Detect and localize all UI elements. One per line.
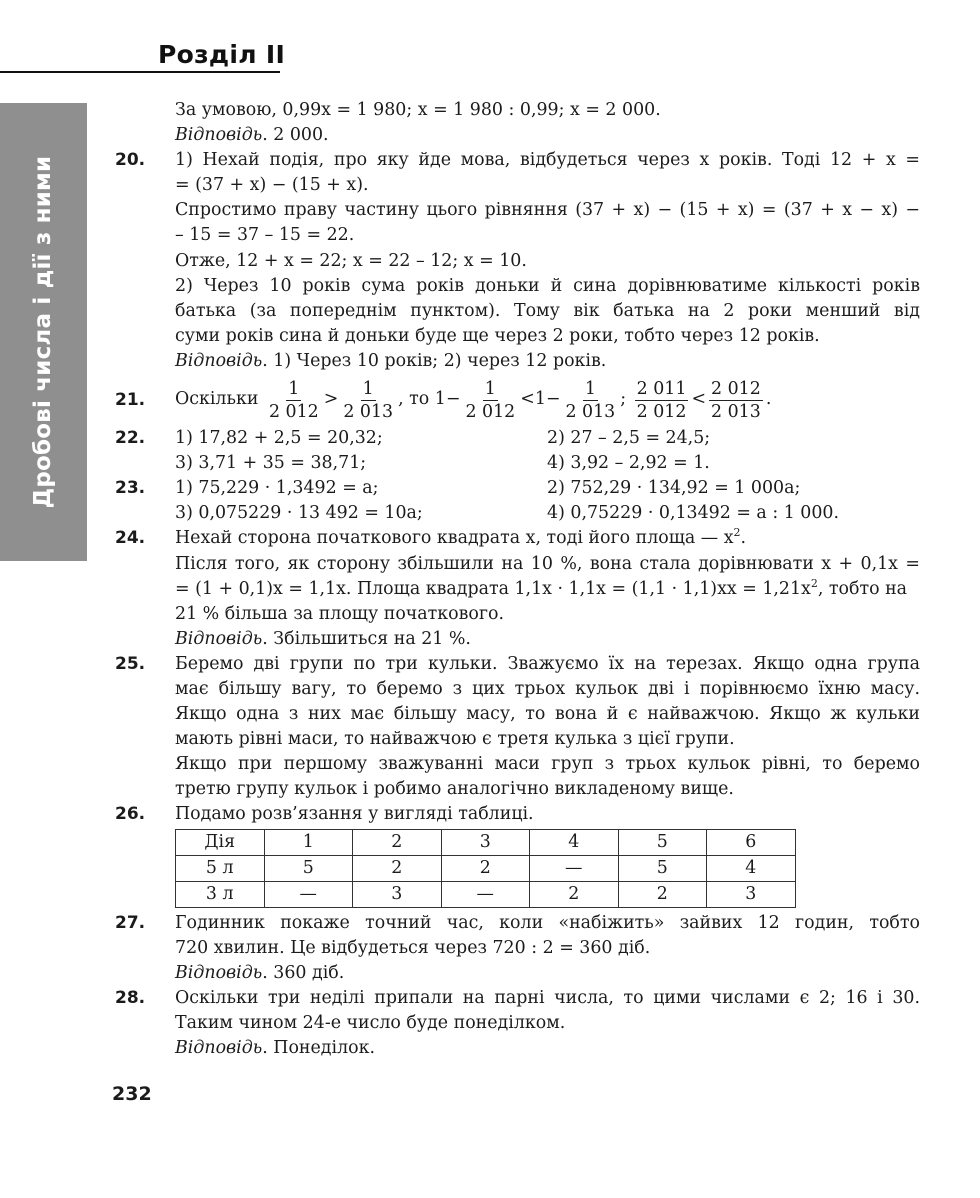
fraction-denominator: 2 013: [343, 401, 394, 422]
problem-20-line-2: = (37 + х) − (15 + х).: [175, 175, 369, 196]
fraction: [563, 378, 617, 423]
problem-24-answer: [175, 627, 920, 652]
problem-number-24: 24.: [115, 528, 146, 549]
problem-23-row-1: [115, 476, 920, 501]
problem-22-item-3: 3) 3,71 + 35 = 38,71;: [175, 453, 367, 474]
problem-25-line-6: третю групу кульок і робимо аналогічно викладеному вище.: [175, 779, 734, 800]
answer-text: . Понеділок.: [262, 1038, 375, 1058]
symbol: , то: [398, 389, 430, 410]
problem-22-item-1: 1) 17,82 + 2,5 = 20,32;: [175, 428, 383, 449]
table-cell: Дія: [176, 829, 265, 855]
problem-27-line-2: 720 хвилин. Це відбудеться через 720 : 2 = 360 діб.: [175, 937, 651, 958]
problem-number-28: 28.: [115, 987, 146, 1008]
table-cell: 3: [707, 881, 796, 907]
problem-24-text-3-end: , тобто на: [817, 578, 908, 599]
exponent: 2: [810, 576, 818, 590]
fraction: [341, 378, 395, 423]
problem-28-text-1: Оскільки три неділі припали на парні числа, то цими числами є 2; 16 і 30.: [175, 987, 920, 1008]
table-row: [176, 881, 796, 907]
fraction-denominator: 2 013: [711, 401, 761, 422]
fraction-denominator: 2 013: [565, 401, 616, 422]
table-cell: 5: [264, 855, 353, 881]
problem-27-answer: [175, 961, 920, 986]
fraction-denominator: 2 012: [268, 401, 319, 422]
problem-21-line: [115, 374, 920, 426]
problem-20-text-1: 1) Нехай подія, про яку йде мова, відбудеться через х років. Тоді 12 + х =: [175, 150, 920, 171]
problem-25-text-1: Беремо дві групи по три кульки. Зважуємо їх на терезах. Якщо одна група: [175, 653, 920, 674]
problem-24-line-2: Після того, як сторону збільшили на 10 %, вона стала дорівнювати х + 0,1х =: [175, 553, 920, 574]
table-cell: 2: [618, 881, 707, 907]
table-cell: 1: [264, 829, 353, 855]
problem-26-text-1: Подамо розв’язання у вигляді таблиці.: [175, 804, 534, 825]
answer-label: Відповідь: [175, 350, 263, 371]
answer-text: . 360 діб.: [262, 962, 345, 983]
table-row: [176, 829, 796, 855]
fraction-numerator: 1: [584, 378, 596, 399]
problem-23-item-1: 1) 75,229 · 1,3492 = а;: [175, 478, 379, 499]
table-cell: —: [530, 855, 619, 881]
side-chapter-title: Дробові числа і дії з ними: [30, 155, 56, 509]
problem-20-line-3: Спростимо праву частину цього рівняння (37 + х) − (15 + х) = (37 + х − х) −: [175, 200, 920, 221]
problem-number-27: 27.: [115, 912, 146, 933]
symbol: >: [323, 389, 339, 410]
symbol: 1−: [434, 389, 461, 410]
answer-text: . 2 000.: [262, 125, 329, 146]
fraction-denominator: 2 012: [636, 401, 687, 422]
problem-27-line-1: [115, 911, 920, 936]
problem-25-line-1: [115, 652, 920, 677]
problem-25-line-5: Якщо при першому зважуванні маси груп з трьох кульок рівні, то беремо: [175, 754, 920, 775]
answer-label: Відповідь: [175, 125, 263, 146]
problem-24-line-3: [175, 577, 920, 602]
problem-number-20: 20.: [115, 150, 146, 171]
problem-27-text-1: Годинник покаже точний час, коли «набіжить» зайвих 12 годин, тобто: [175, 912, 920, 933]
answer-text: . 1) Через 10 років; 2) через 12 років.: [262, 350, 607, 371]
answer-text: . Збільшиться на 21 %.: [262, 628, 471, 649]
problem-24-text-1-end: .: [740, 528, 747, 549]
problem-20-line-4: – 15 = 37 – 15 = 22.: [175, 225, 355, 246]
problem-24-line-1: [115, 526, 920, 551]
page-number: 232: [112, 1083, 152, 1105]
problem-25-line-2: має більшу вагу, то беремо з цих трьох кульок дві і порівнюємо їхню масу.: [175, 678, 920, 699]
fraction: [635, 378, 689, 423]
problem-number-21: 21.: [115, 390, 146, 411]
table-cell: 4: [707, 855, 796, 881]
problem-20-line-6: 2) Через 10 років сума років доньки й сина дорівнюватиме кількості років: [175, 275, 920, 296]
problem-24-line-4: 21 % більша за площу початкового.: [175, 603, 504, 624]
intro-answer: [175, 123, 920, 148]
table-cell: 2: [353, 855, 442, 881]
table-cell: 6: [707, 829, 796, 855]
table-cell: 2: [353, 829, 442, 855]
answer-label: Відповідь: [175, 628, 263, 649]
problem-24-text-1: Нехай сторона початкового квадрата х, тоді його площа — х: [175, 528, 734, 549]
table-cell: —: [441, 881, 530, 907]
problem-number-22: 22.: [115, 428, 146, 449]
table-cell: 3: [353, 881, 442, 907]
problem-21-word: Оскільки: [175, 389, 259, 410]
fraction: [463, 378, 517, 423]
problem-22-row-2: [175, 451, 920, 476]
answer-label: Відповідь: [175, 962, 263, 983]
table-cell: —: [264, 881, 353, 907]
problem-23-row-2: [175, 501, 920, 526]
problem-number-26: 26.: [115, 804, 146, 825]
header-rule: [0, 71, 280, 73]
symbol: .: [765, 389, 772, 410]
table-cell: 2: [530, 881, 619, 907]
problem-22-row-1: [115, 426, 920, 451]
table-cell: 5 л: [176, 855, 265, 881]
problem-25-line-4: мають рівні маси, то найважчою є третя кулька з цієї групи.: [175, 729, 735, 750]
fraction: [267, 378, 321, 423]
problem-number-23: 23.: [115, 478, 146, 499]
symbol: ;: [620, 389, 627, 410]
problem-20-answer: [175, 349, 920, 374]
problem-22-item-4: 4) 3,92 – 2,92 = 1.: [547, 453, 710, 474]
solution-table: [175, 829, 796, 908]
table-cell: 2: [441, 855, 530, 881]
fraction-numerator: 1: [288, 378, 300, 399]
page-content: [115, 98, 920, 1061]
table-cell: 3 л: [176, 881, 265, 907]
fraction-denominator: 2 012: [465, 401, 516, 422]
fraction-numerator: 2 012: [711, 378, 761, 399]
problem-20-line-7: батька (за попереднім пунктом). Тому вік батька на 2 роки менший від: [175, 300, 920, 321]
problem-24-text-3: = (1 + 0,1)х = 1,1х. Площа квадрата 1,1х · 1,1х = (1,1 · 1,1)хх = 1,21х: [175, 578, 811, 599]
problem-26-line-1: [115, 802, 920, 827]
fraction: [709, 378, 763, 423]
problem-23-item-3: 3) 0,075229 · 13 492 = 10а;: [175, 503, 423, 524]
problem-20-line-5: Отже, 12 + х = 22; х = 22 – 12; х = 10.: [175, 250, 527, 271]
problem-28-line-2: Таким чином 24-е число буде понеділком.: [175, 1012, 566, 1033]
problem-25-line-3: Якщо одна з них має більшу масу, то вона й є найважчою. Якщо ж кульки: [175, 704, 920, 725]
problem-22-item-2: 2) 27 – 2,5 = 24,5;: [547, 428, 711, 449]
fraction-numerator: 1: [362, 378, 374, 399]
intro-line: За умовою, 0,99х = 1 980; х = 1 980 : 0,99; х = 2 000.: [175, 100, 661, 120]
symbol: <: [691, 389, 707, 410]
problem-number-25: 25.: [115, 653, 146, 674]
answer-label: Відповідь: [175, 1038, 263, 1058]
table-cell: 5: [618, 829, 707, 855]
fraction-numerator: 2 011: [636, 378, 687, 399]
table-cell: 4: [530, 829, 619, 855]
problem-28-line-1: [115, 986, 920, 1011]
problem-23-item-2: 2) 752,29 · 134,92 = 1 000а;: [547, 478, 801, 499]
problem-23-item-4: 4) 0,75229 · 0,13492 = а : 1 000.: [547, 503, 840, 524]
symbol: <: [520, 389, 535, 410]
problem-28-answer: [175, 1036, 920, 1061]
fraction-numerator: 1: [484, 378, 496, 399]
problem-20-line-8: суми років сина й доньки буде ще через 2 роки, тобто через 12 років.: [175, 325, 820, 346]
exponent: 2: [733, 526, 741, 540]
table-row: [176, 855, 796, 881]
page-header-title: Розділ ІІ: [158, 40, 286, 69]
problem-20-line-1: [115, 148, 920, 173]
table-cell: 3: [441, 829, 530, 855]
symbol: 1−: [534, 389, 561, 410]
table-cell: 5: [618, 855, 707, 881]
